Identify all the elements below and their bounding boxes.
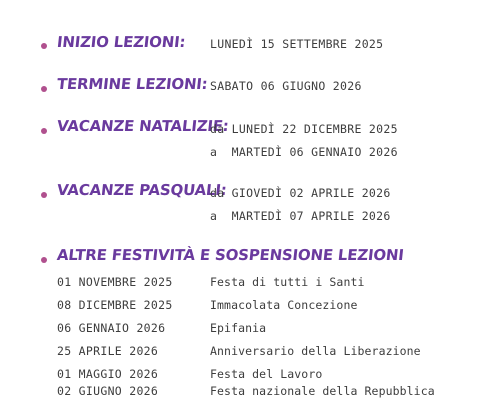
- holiday-date: 25 APRILE 2026: [57, 344, 159, 358]
- holiday-date: 01 MAGGIO 2026: [57, 367, 159, 381]
- vacanze-pasquali-start: da GIOVEDÌ 02 APRILE 2026: [210, 186, 391, 200]
- holiday-name: Festa nazionale della Repubblica: [210, 384, 435, 398]
- holiday-date: 08 DICEMBRE 2025: [57, 298, 173, 312]
- holiday-date: 01 NOVEMBRE 2025: [57, 275, 173, 289]
- vacanze-pasquali-label: VACANZE PASQUALI:: [56, 181, 228, 199]
- vacanze-natalizie-start: da LUNEDÌ 22 DICEMBRE 2025: [210, 122, 398, 136]
- inizio-lezioni-date: LUNEDÌ 15 SETTEMBRE 2025: [210, 37, 384, 51]
- holiday-name: Festa del Lavoro: [210, 367, 323, 381]
- bullet-icon: [41, 86, 47, 92]
- holiday-name: Immacolata Concezione: [210, 298, 358, 312]
- vacanze-natalizie-end: a MARTEDÌ 06 GENNAIO 2026: [210, 145, 398, 159]
- vacanze-natalizie-label: VACANZE NATALIZIE:: [56, 117, 230, 135]
- holiday-date: 06 GENNAIO 2026: [57, 321, 166, 335]
- holiday-date: 02 GIUGNO 2026: [57, 384, 159, 398]
- inizio-lezioni-label: INIZIO LEZIONI:: [56, 33, 187, 51]
- altre-festivita-title: ALTRE FESTIVITÀ E SOSPENSIONE LEZIONI: [56, 246, 405, 264]
- holiday-name: Anniversario della Liberazione: [210, 344, 421, 358]
- bullet-icon: [41, 192, 47, 198]
- termine-lezioni-date: SABATO 06 GIUGNO 2026: [210, 79, 362, 93]
- vacanze-pasquali-end: a MARTEDÌ 07 APRILE 2026: [210, 209, 391, 223]
- holiday-name: Epifania: [210, 321, 267, 335]
- bullet-icon: [41, 257, 47, 263]
- termine-lezioni-label: TERMINE LEZIONI:: [56, 75, 209, 93]
- holiday-name: Festa di tutti i Santi: [210, 275, 365, 289]
- bullet-icon: [41, 128, 47, 134]
- bullet-icon: [41, 43, 47, 49]
